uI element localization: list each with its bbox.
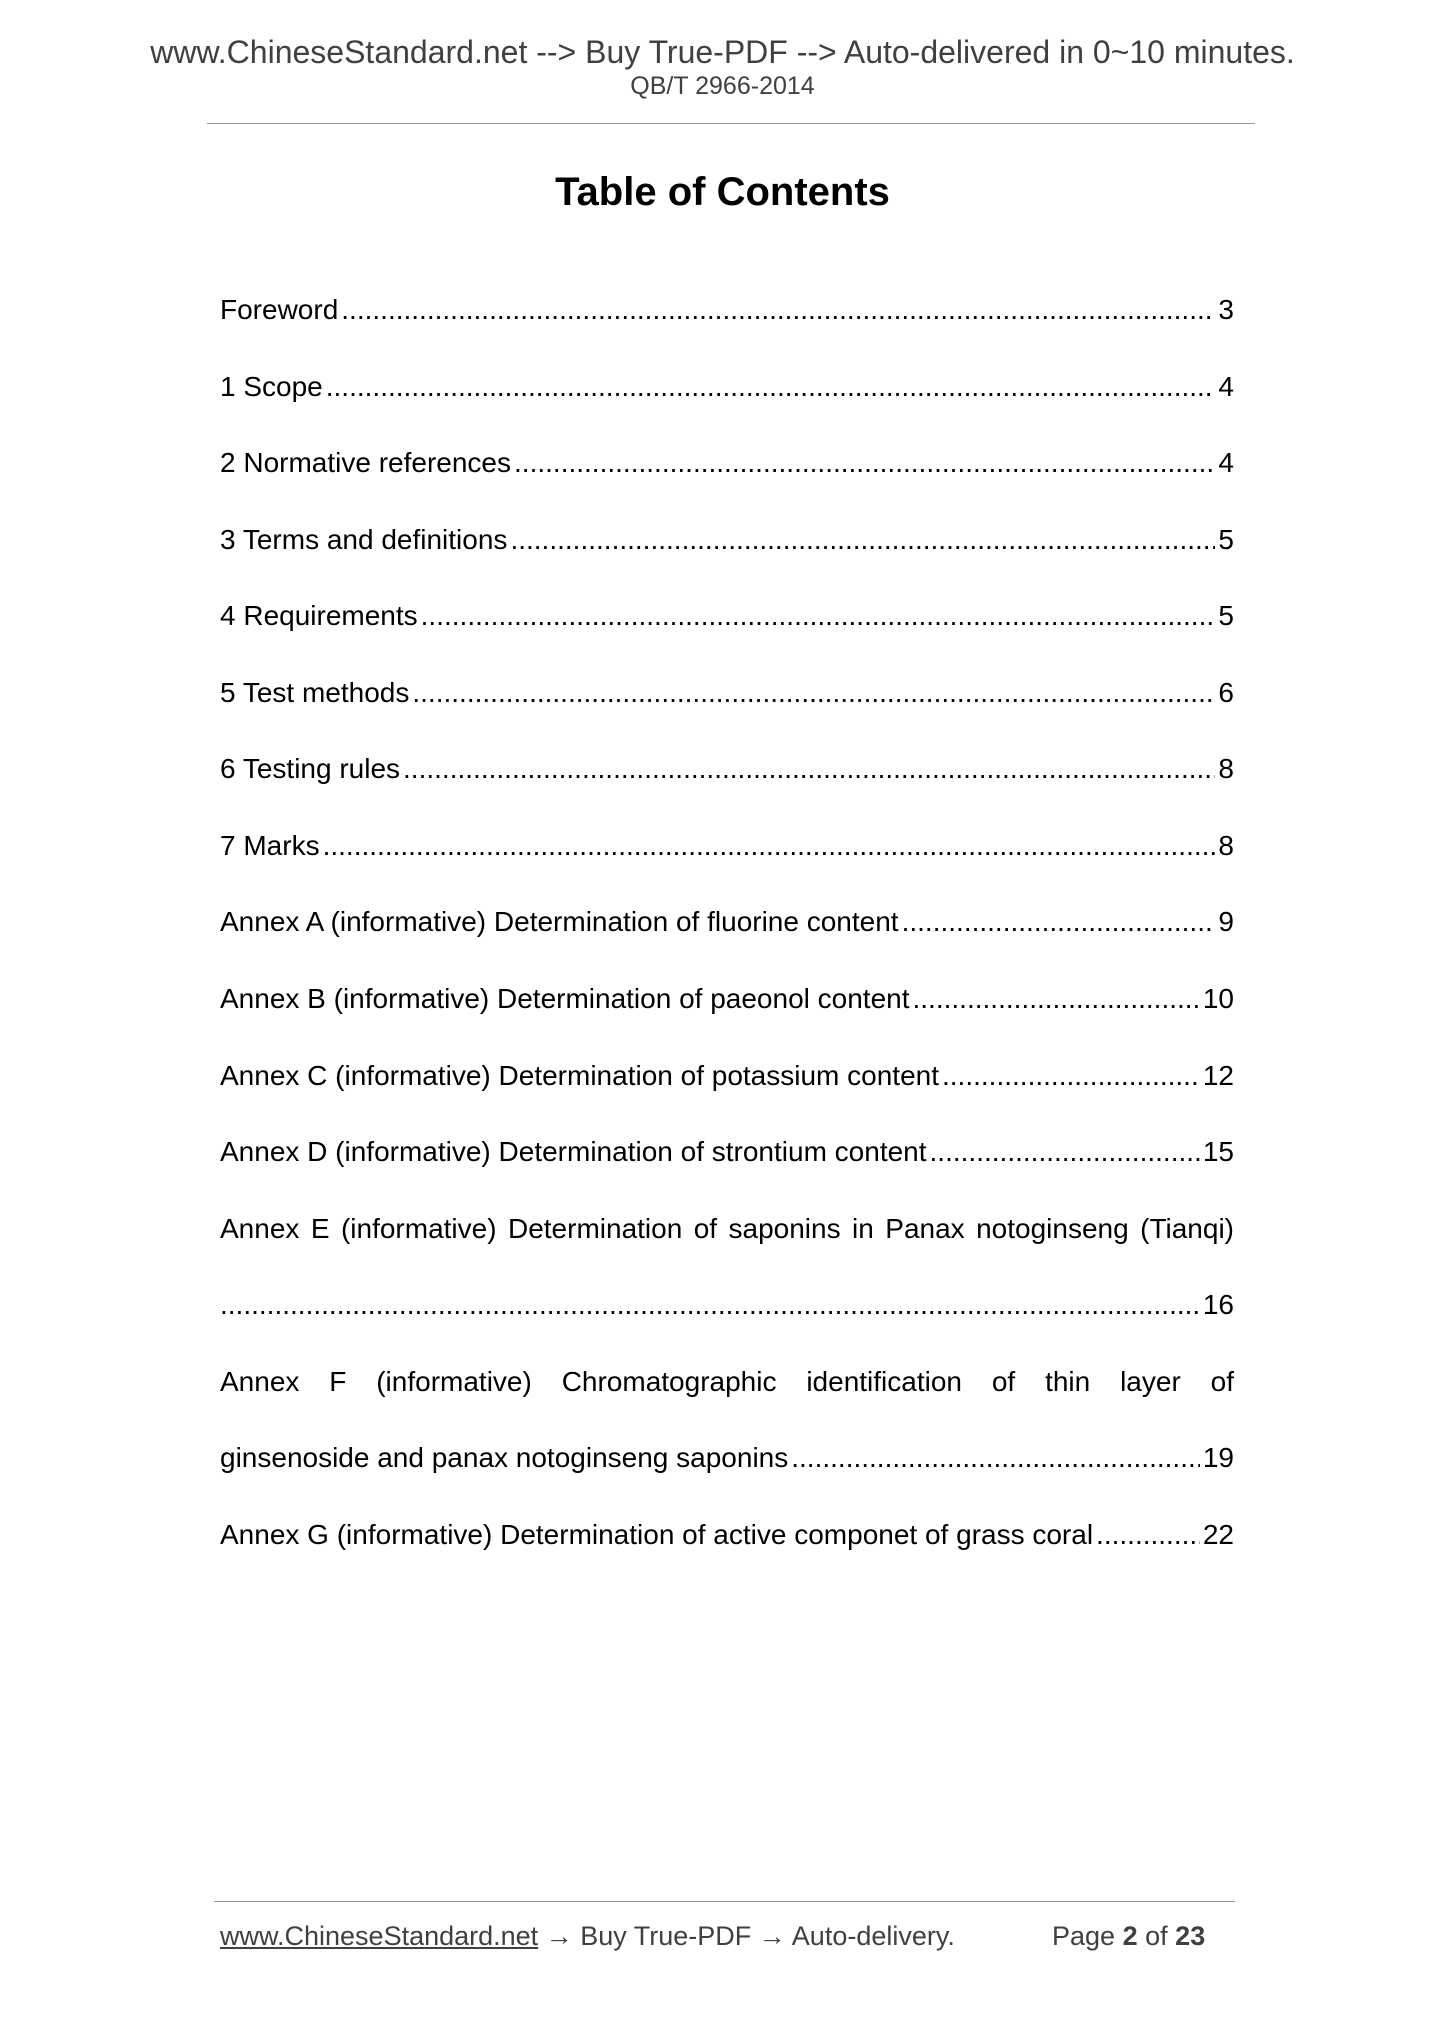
toc-leader (341, 290, 1215, 330)
toc-entry-annex-e[interactable] (220, 1285, 1234, 1325)
toc-leader (326, 367, 1216, 407)
toc-entry-foreword[interactable] (220, 290, 1234, 330)
toc-page-number: 16 (1202, 1289, 1234, 1320)
toc-entry-label: 2 Normative references (220, 447, 512, 478)
toc-entry-requirements[interactable] (220, 596, 1234, 636)
toc-entry-marks[interactable] (220, 826, 1234, 866)
toc-page-number: 8 (1218, 753, 1234, 784)
toc-entry-label: 4 Requirements (220, 600, 418, 631)
toc-page-number: 5 (1218, 524, 1234, 555)
toc-page-number: 5 (1218, 600, 1234, 631)
footer-divider (214, 1901, 1235, 1902)
toc-page-number: 9 (1218, 906, 1234, 937)
toc-entry-annex-f-line1[interactable]: Annex F (informative) Chromatographic identification of thin layer of (220, 1366, 1234, 1397)
toc-page-number: 15 (1202, 1136, 1234, 1167)
toc-entry-annex-e-line1[interactable]: Annex E (informative) Determination of saponins in Panax notoginseng (Tianqi) (220, 1213, 1234, 1244)
toc-entry-test-methods[interactable] (220, 673, 1234, 713)
page-label: Page (1052, 1921, 1116, 1951)
page-current: 2 (1122, 1921, 1138, 1951)
footer-delivery-text: Auto-delivery. (791, 1921, 955, 1951)
toc-entry-label: Annex B (informative) Determination of paeonol content (220, 983, 910, 1014)
toc-entry-label: Annex G (informative) Determination of active componet of grass coral (220, 1519, 1094, 1550)
toc-leader (913, 979, 1200, 1019)
toc-page-number: 4 (1218, 371, 1234, 402)
header-divider (207, 123, 1255, 124)
document-code: QB/T 2966-2014 (630, 72, 815, 100)
footer-site-link[interactable]: www.ChineseStandard.net (220, 1921, 539, 1951)
toc-entry-label: 6 Testing rules (220, 753, 401, 784)
toc-leader (930, 1132, 1200, 1172)
page-indicator (1052, 1923, 1205, 1950)
toc-leader (220, 1285, 1200, 1325)
page-title: Table of Contents (555, 170, 890, 214)
footer-promo (220, 1923, 955, 1950)
toc-entry-label: 1 Scope (220, 371, 323, 402)
toc-page-number: 8 (1218, 830, 1234, 861)
of-label: of (1145, 1921, 1168, 1951)
toc-entry-annex-a[interactable] (220, 902, 1234, 942)
toc-entry-label: Annex C (informative) Determination of potassium content (220, 1060, 939, 1091)
toc-entry-label: Annex D (informative) Determination of strontium content (220, 1136, 927, 1167)
arrow-right-icon: → (545, 1921, 573, 1951)
toc-page-number: 4 (1218, 447, 1234, 478)
toc-leader (421, 596, 1216, 636)
page-total: 23 (1175, 1921, 1206, 1951)
toc-entry-normative-references[interactable] (220, 443, 1234, 483)
toc-page-number: 22 (1202, 1519, 1234, 1550)
toc-leader (412, 673, 1215, 713)
toc-entry-label: 5 Test methods (220, 677, 410, 708)
toc-page-number: 12 (1202, 1060, 1234, 1091)
toc-leader (510, 520, 1215, 560)
toc-entry-annex-g[interactable] (220, 1515, 1234, 1555)
toc-entry-annex-b[interactable] (220, 979, 1234, 1019)
toc-entry-terms-definitions[interactable] (220, 520, 1234, 560)
toc-page-number: 6 (1218, 677, 1234, 708)
toc-entry-scope[interactable] (220, 367, 1234, 407)
toc-entry-testing-rules[interactable] (220, 749, 1234, 789)
toc-leader (1096, 1515, 1200, 1555)
toc-leader (514, 443, 1215, 483)
toc-entry-label: 3 Terms and definitions (220, 524, 508, 555)
footer-buy-text: Buy True-PDF (580, 1921, 752, 1951)
toc-entry-label: Annex A (informative) Determination of fluorine content (220, 906, 899, 937)
toc-leader (791, 1438, 1200, 1478)
toc-entry-label: 7 Marks (220, 830, 320, 861)
toc-leader (942, 1056, 1200, 1096)
toc-leader (323, 826, 1216, 866)
toc-page-number: 19 (1202, 1442, 1234, 1473)
toc-entry-annex-f[interactable] (220, 1438, 1234, 1478)
header-banner: www.ChineseStandard.net --> Buy True-PDF --> Auto-delivered in 0~10 minutes. (150, 34, 1295, 70)
toc-entry-label: Foreword (220, 294, 339, 325)
toc-leader (902, 902, 1216, 942)
toc-leader (403, 749, 1215, 789)
arrow-right-icon: → (758, 1921, 786, 1951)
toc-entry-annex-c[interactable] (220, 1056, 1234, 1096)
toc-page-number: 10 (1202, 983, 1234, 1014)
toc-entry-label: ginsenoside and panax notoginseng saponins (220, 1442, 789, 1473)
toc-page-number: 3 (1218, 294, 1234, 325)
toc-entry-annex-d[interactable] (220, 1132, 1234, 1172)
